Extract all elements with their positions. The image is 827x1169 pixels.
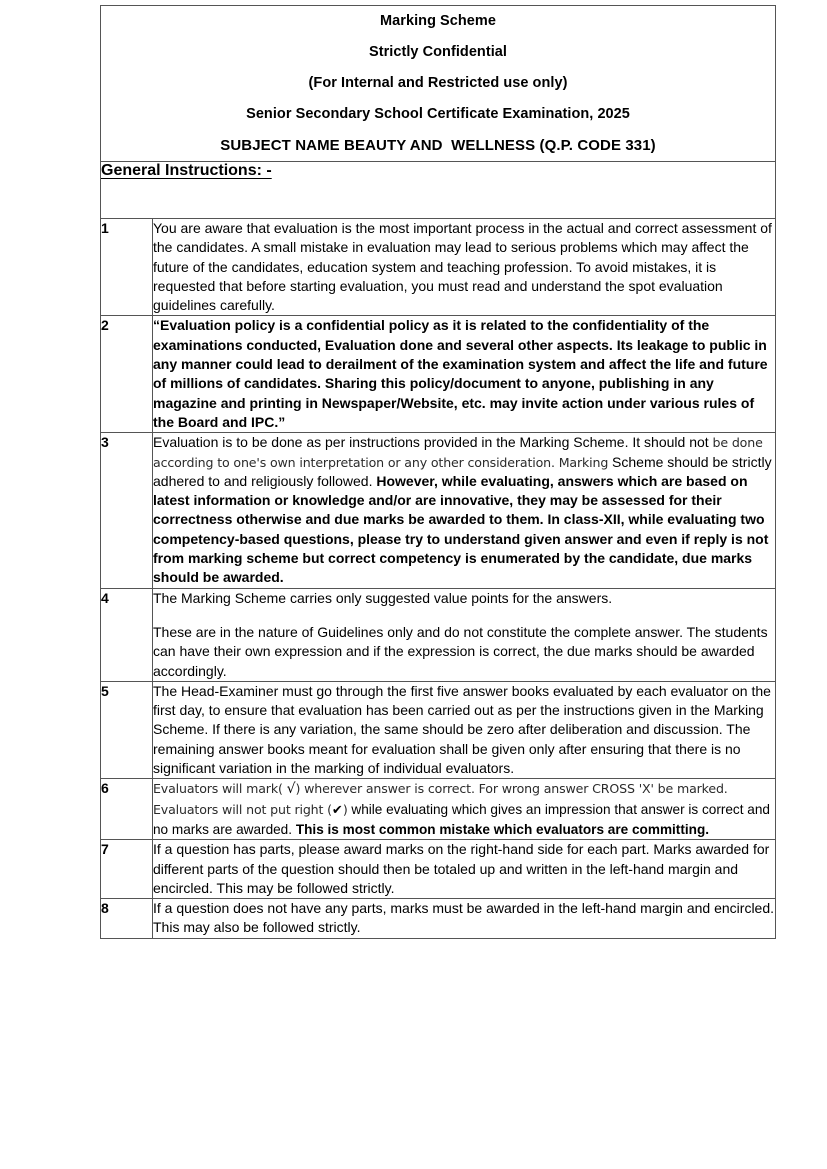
header-title-internal-use: (For Internal and Restricted use only) [308,75,568,91]
instruction-row [101,219,776,316]
text-run-normal: These are in the nature of Guidelines only and do not constitute the complete answer. The students can have their own expression and if the expression is correct, the due marks should be awarded accordingly. [153,623,768,679]
instruction-paragraph [153,682,775,778]
instruction-row [101,316,776,433]
instruction-number: 1 [101,219,153,316]
instruction-text [153,433,776,588]
instruction-paragraph [153,219,775,315]
instruction-row [101,840,776,899]
instruction-row [101,588,776,681]
instruction-number: 6 [101,779,153,840]
instruction-paragraph [153,623,775,681]
text-run-bold: However, while evaluating, answers which are based on latest information or knowledge and/or are innovative, they may be assessed for their correctness otherwise and due marks be awarded to them. In class-XII, while evaluating two competency-based questions, please try to understand given answer and even if reply is not from marking scheme but correct competency is enumerated by the candidate, due marks should be awarded. [153,472,769,586]
header-title-strictly-confidential: Strictly Confidential [368,44,507,60]
text-run-normal: while evaluating which gives an impression that answer is correct and no marks are awarded. [153,801,770,837]
instruction-paragraph [153,433,775,587]
instruction-text [153,899,776,939]
text-run-normal: Scheme should be strictly adhered to and religiously followed. [153,453,772,489]
instruction-text [153,681,776,778]
general-instructions-cell [101,162,776,219]
text-run-normal: The Head-Examiner must go through the first five answer books evaluated by each evaluator on the first day, to ensure that evaluation has been carried out as per the instructions given in the Marking Scheme. If there is any variation, the same should be zero after deliberation and discussion. The remaining answer books meant for evaluation shall be given only after ensuring that there is no significant variation in the marking of individual evaluators. [153,682,771,777]
instruction-number: 7 [101,840,153,899]
text-run-normal: If a question has parts, please award marks on the right-hand side for each part. Marks awarded for different parts of the question should then be totaled up and written in the left-hand margin and encircled. This may be followed strictly. [153,841,770,896]
instruction-text [153,588,776,681]
instruction-text [153,779,776,840]
instruction-number: 3 [101,433,153,588]
instruction-row [101,681,776,778]
text-run-normal: If a question does not have any parts, marks must be awarded in the left-hand margin and encircled. This may also be followed strictly. [153,900,775,936]
text-run-radical: √ [286,781,296,798]
text-run-tick: ✔ [331,802,343,818]
instruction-paragraph [153,779,775,839]
table-body [101,6,776,939]
instruction-paragraph [153,316,775,432]
header-subject-line: SUBJECT NAME BEAUTY AND WELLNESS (Q.P. CODE 331) [220,137,656,154]
text-run-normal: The Marking Scheme carries only suggested value points for the answers. [153,589,613,606]
instruction-text [153,840,776,899]
instruction-row [101,779,776,840]
text-run-light: ) [342,801,348,817]
instruction-number: 4 [101,588,153,681]
header-cell [101,6,776,162]
instruction-text [153,219,776,316]
instruction-number: 8 [101,899,153,939]
instruction-text [153,316,776,433]
instruction-number: 5 [101,681,153,778]
general-instructions-row [101,162,776,219]
text-run-bold: “Evaluation policy is a confidential policy as it is related to the confidentiality of the examinations conducted, Evaluation done and several other aspects. Its leakage to public in any manner could lead to derailment of the examination system and affect the life and future of millions of candidates. Sharing this policy/document to anyone, publishing in any magazine and printing in Newspaper/Website, etc. may invite action under various rules of the Board and IPC.” [153,317,768,430]
instruction-paragraph [153,589,775,608]
text-run-bold: This is most common mistake which evaluators are committing. [295,821,710,837]
header-title-marking-scheme: Marking Scheme [380,13,496,29]
text-run-normal: You are aware that evaluation is the most important process in the actual and correct assessment of the candidates. A small mistake in evaluation may lead to serious problems which may affect the future of the candidates, education system and teaching profession. To avoid mistakes, it is requested that before starting evaluation, you must read and understand the spot evaluation guidelines carefully. [153,220,772,314]
header-row [101,6,776,162]
instruction-paragraph [153,899,775,938]
instruction-row [101,433,776,588]
text-run-normal: Evaluation is to be done as per instructions provided in the Marking Scheme. It should not [153,434,713,451]
text-run-light: be done according to one's own interpretation or any other consideration. Marking [153,435,763,470]
marking-scheme-table [100,5,776,939]
text-run-light: Evaluators will mark( [153,781,287,797]
header-title-examination: Senior Secondary School Certificate Examination, 2025 [246,106,630,122]
instruction-paragraph [153,840,775,898]
general-instructions-title: General Instructions: - [101,162,272,179]
instruction-number: 2 [101,316,153,433]
text-run-light: ) wherever answer is correct. For wrong answer CROSS 'X' be marked. Evaluators will not put right ( [153,781,728,817]
instruction-row [101,899,776,939]
